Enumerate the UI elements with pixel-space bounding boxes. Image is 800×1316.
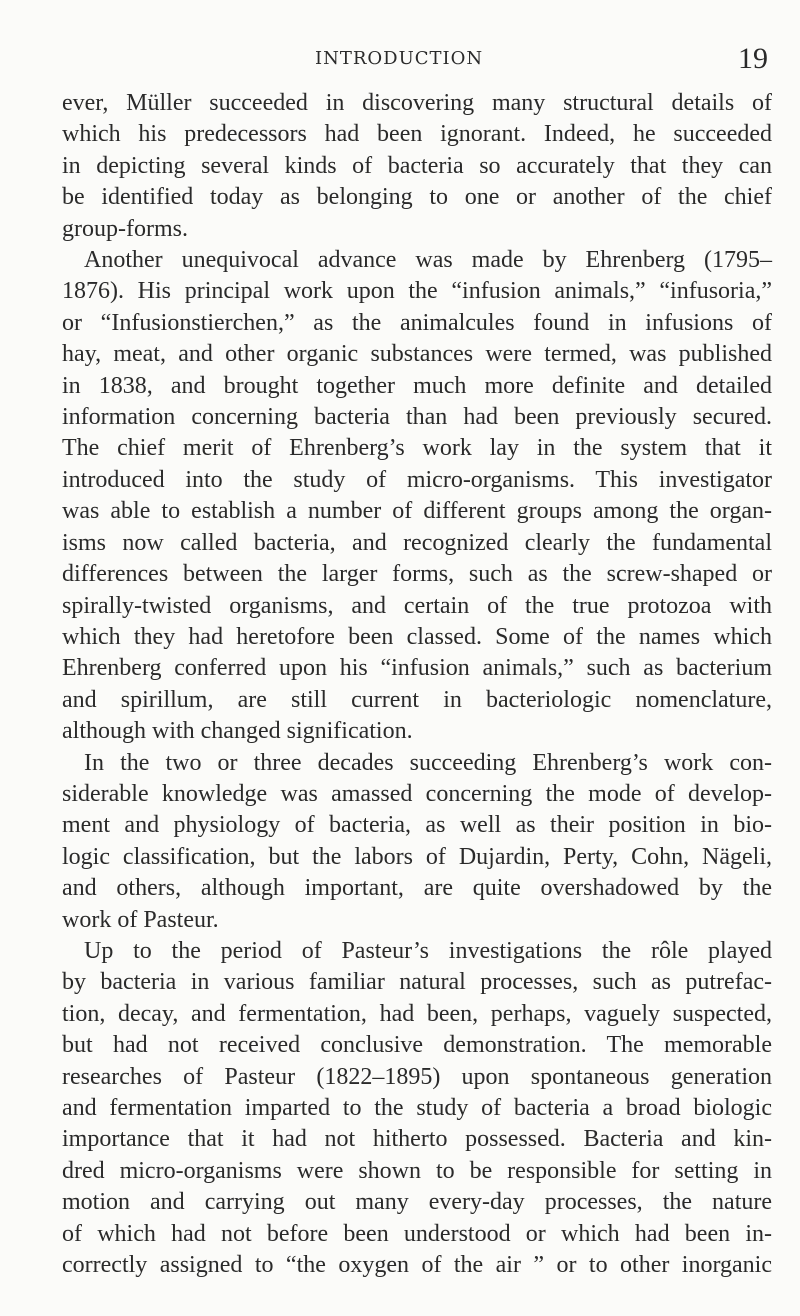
text-line: in depicting several kinds of bacteria so accurately that they can: [62, 152, 772, 179]
text-line: in 1838, and brought together much more definite and detailed: [62, 372, 772, 399]
text-line: and spirillum, are still current in bacteriologic nomenclature,: [62, 686, 772, 713]
text-line: siderable knowledge was amassed concerning the mode of develop-: [62, 780, 772, 807]
text-line: and others, although important, are quite overshadowed by the: [62, 875, 772, 902]
paragraph: [62, 936, 772, 1281]
text-line: work of Pasteur.: [62, 906, 219, 933]
text-line: isms now called bacteria, and recognized clearly the fundamental: [62, 529, 772, 556]
running-head: [62, 44, 768, 74]
text-line: ment and physiology of bacteria, as well as their position in bio-: [62, 812, 772, 839]
text-line: dred micro-organisms were shown to be responsible for setting in: [62, 1157, 772, 1184]
paragraph: [62, 245, 772, 748]
text-line: Up to the period of Pasteur’s investigations the rôle played: [84, 937, 772, 964]
text-line: and fermentation imparted to the study of bacteria a broad biologic: [62, 1095, 772, 1121]
text-line: Ehrenberg conferred upon his “infusion animals,” such as bacterium: [62, 655, 772, 682]
text-line: differences between the larger forms, such as the screw-shaped or: [62, 561, 772, 588]
text-line: correctly assigned to “the oxygen of the air ” or to other inorganic: [62, 1252, 772, 1279]
text-line: group-forms.: [62, 215, 188, 242]
text-line: which his predecessors had been ignorant. Indeed, he succeeded: [62, 121, 772, 148]
text-line: which they had heretofore been classed. Some of the names which: [62, 623, 772, 650]
text-line: by bacteria in various familiar natural processes, such as putrefac-: [62, 969, 772, 996]
text-line: tion, decay, and fermentation, had been, perhaps, vaguely suspected,: [62, 1000, 772, 1027]
text-line: but had not received conclusive demonstration. The memorable: [62, 1032, 772, 1059]
text-line: researches of Pasteur (1822–1895) upon spontaneous generation: [62, 1063, 772, 1090]
text-line: was able to establish a number of different groups among the organ-: [62, 498, 772, 525]
paragraph: [62, 748, 772, 936]
text-line: The chief merit of Ehrenberg’s work lay in the system that it: [62, 435, 772, 462]
text-line: or “Infusionstierchen,” as the animalcules found in infusions of: [62, 309, 772, 336]
text-line: Another unequivocal advance was made by Ehrenberg (1795–: [84, 247, 772, 274]
body-text: [62, 88, 772, 1281]
text-line: ever, Müller succeeded in discovering many structural details of: [62, 90, 772, 116]
text-line: although with changed signification.: [62, 718, 413, 745]
page-number: 19: [738, 42, 768, 75]
running-title: INTRODUCTION: [315, 48, 484, 69]
text-line: motion and carrying out many every-day processes, the nature: [62, 1189, 772, 1216]
paragraph: [62, 88, 772, 245]
text-line: of which had not before been understood or which had been in-: [62, 1220, 772, 1247]
text-line: importance that it had not hitherto possessed. Bacteria and kin-: [62, 1126, 772, 1153]
text-line: introduced into the study of micro-organisms. This investigator: [62, 466, 772, 493]
text-line: spirally-twisted organisms, and certain of the true protozoa with: [62, 592, 772, 619]
text-line: 1876). His principal work upon the “infusion animals,” “infusoria,”: [62, 278, 772, 305]
text-line: be identified today as belonging to one or another of the chief: [62, 184, 772, 211]
text-line: hay, meat, and other organic substances were termed, was published: [62, 341, 772, 368]
text-line: information concerning bacteria than had been previously secured.: [62, 404, 772, 431]
text-line: logic classification, but the labors of Dujardin, Perty, Cohn, Nägeli,: [62, 843, 772, 870]
text-line: In the two or three decades succeeding Ehrenberg’s work con-: [84, 749, 772, 776]
